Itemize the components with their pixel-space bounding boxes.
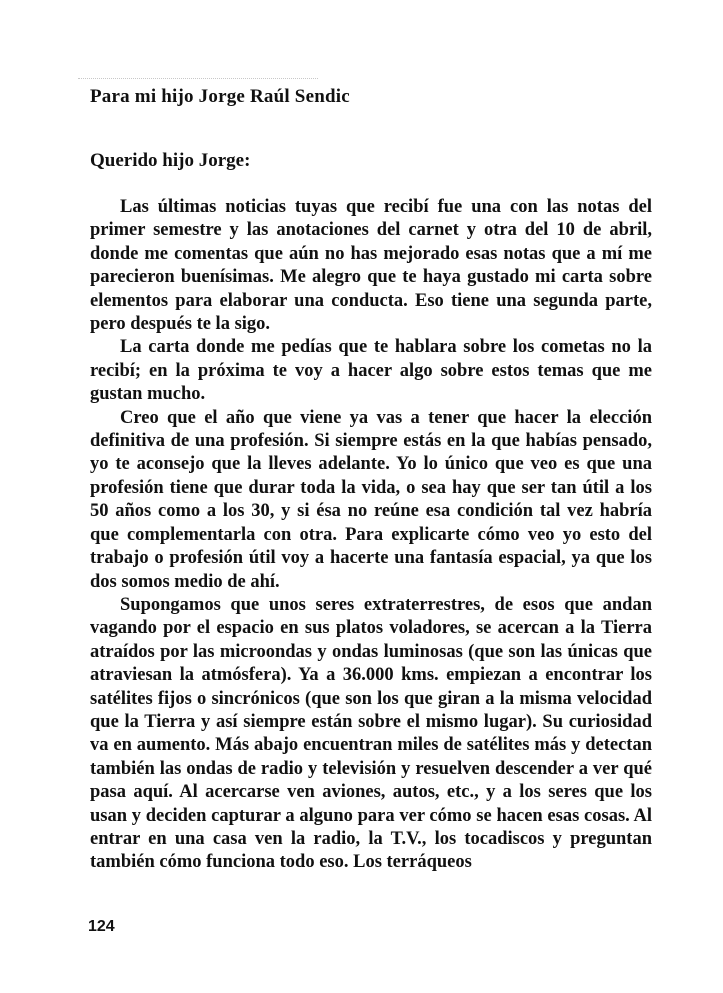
letter-salutation: Querido hijo Jorge:: [90, 150, 251, 171]
body-paragraph-1: Las últimas noticias tuyas que recibí fue una con las notas del primer semestre y las anotaciones del carnet y otra del 10 de abril, donde me comentas que aún no has mejorado esas notas que a mí me parecieron buenísimas. Me alegro que te haya gustado mi carta sobre elementos para elaborar una conducta. Eso tiene una segunda parte, pero después te la sigo.: [90, 197, 652, 335]
dedication-line: Para mi hijo Jorge Raúl Sendic: [90, 86, 350, 107]
body-paragraph-2: La carta donde me pedías que te hablara sobre los cometas no la recibí; en la próxima te voy a hacer algo sobre estos temas que me gustan mucho.: [90, 337, 652, 405]
page-number: 124: [88, 918, 115, 935]
scan-artifact-line: [78, 78, 318, 80]
letter-body: [90, 196, 652, 875]
body-paragraph-4: Supongamos que unos seres extraterrestres, de esos que andan vagando por el espacio en sus platos voladores, se acercan a la Tierra atraídos por las microondas y ondas luminosas (que son las únicas que atraviesan la atmósfera). Ya a 36.000 kms. empiezan a encontrar los satélites fijos o sincrónicos (que son los que giran a la misma velocidad que la Tierra y así siempre están sobre el mismo lugar). Su curiosidad va en aumento. Más abajo encuentran miles de satélites más y detectan también las ondas de radio y televisión y resuelven descender a ver qué pasa aquí. Al acercarse ven aviones, autos, etc., y a los seres que los usan y deciden capturar a alguno para ver cómo se hacen esas cosas. Al entrar en una casa ven la radio, la T.V., los tocadiscos y preguntan también cómo funciona todo eso. Los terráqueos: [90, 594, 652, 873]
body-paragraph-3: Creo que el año que viene ya vas a tener que hacer la elección definitiva de una profesión. Si siempre estás en la que habías pensado, yo te aconsejo que la lleves adelante. Yo lo único que veo es que una profesión tiene que durar toda la vida, o sea hay que ser tan útil a los 50 años como a los 30, y si ésa no reúne esa condición tal vez habría que complementarla con otra. Para explicarte cómo veo yo esto del trabajo o profesión útil voy a hacerte una fantasía espacial, ya que los dos somos medio de ahí.: [90, 407, 652, 592]
